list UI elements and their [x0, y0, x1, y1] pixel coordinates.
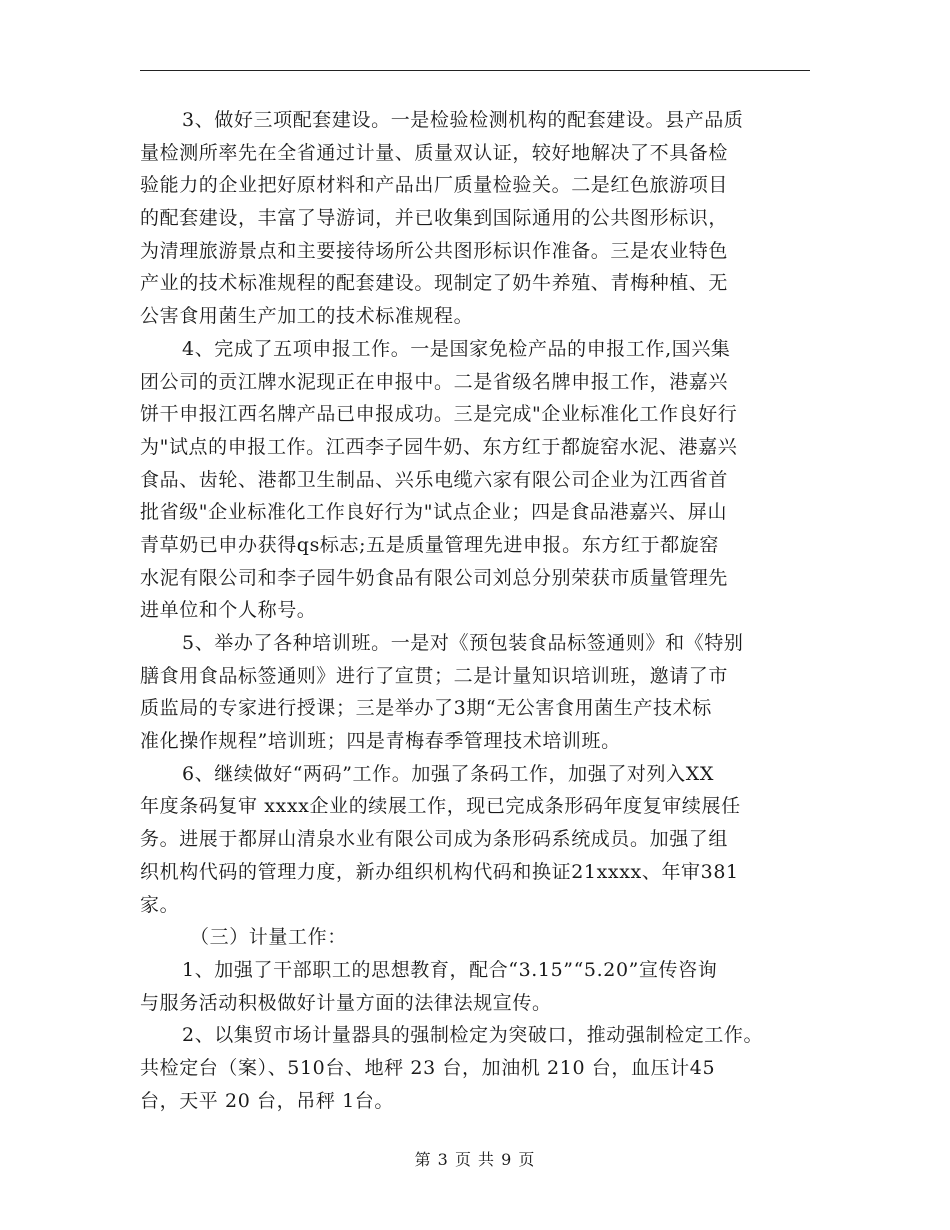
text-line: （三）计量工作：	[190, 926, 347, 949]
paragraph-item-6	[140, 758, 815, 921]
text-line: 食品、齿轮、港都卫生制品、兴乐电缆六家有限公司企业为江西省首	[140, 468, 729, 491]
text-line: 为清理旅游景点和主要接待场所公共图形标识作准备。三是农业特色	[140, 239, 729, 262]
text-line: 3、做好三项配套建设。一是检验检测机构的配套建设。县产品质	[182, 109, 744, 131]
text-line: 家。	[140, 893, 180, 916]
paragraph-metrology-1	[140, 954, 815, 1019]
text-line: 与服务活动积极做好计量方面的法律法规宣传。	[140, 991, 552, 1014]
text-line: 膳食用食品标签通则》进行了宣贯；二是计量知识培训班，邀请了市	[140, 664, 729, 687]
text-line: 青草奶已申办获得qs标志;五是质量管理先进申报。东方红于都旋窑	[140, 533, 719, 556]
text-line: 织机构代码的管理力度，新办组织机构代码和换证21xxxx、年审381	[140, 860, 739, 883]
paragraph-section-3	[140, 921, 815, 954]
text-line: 饼干申报江西名牌产品已申报成功。三是完成"企业标准化工作良好行	[140, 403, 738, 426]
text-line: 量检测所率先在全省通过计量、质量双认证，较好地解决了不具备检	[140, 141, 729, 164]
text-line: 团公司的贡江牌水泥现正在申报中。二是省级名牌申报工作，港嘉兴	[140, 370, 729, 393]
text-line: 1、加强了干部职工的思想教育，配合“3.15”“5.20”宣传咨询	[182, 958, 718, 981]
text-line: 6、继续做好“两码”工作。加强了条码工作，加强了对列入XX	[182, 762, 714, 785]
text-line: 台，天平 20 台，吊秤 1台。	[140, 1089, 394, 1112]
text-line: 进单位和个人称号。	[140, 599, 317, 622]
text-line: 质监局的专家进行授课；三是举办了3期“无公害食用菌生产技术标	[140, 697, 712, 720]
text-line: 年度条码复审 xxxx企业的续展工作，现已完成条形码年度复审续展任	[140, 795, 741, 818]
text-line: 为"试点的申报工作。江西李子园牛奶、东方红于都旋窑水泥、港嘉兴	[140, 435, 738, 458]
page-footer: 第 3 页 共 9 页	[414, 1150, 536, 1169]
text-line: 4、完成了五项申报工作。一是国家免检产品的申报工作,国兴集	[182, 337, 731, 360]
text-line: 验能力的企业把好原材料和产品出厂质量检验关。二是红色旅游项目	[140, 174, 729, 197]
paragraph-item-5	[140, 627, 815, 758]
paragraph-item-3	[140, 104, 815, 333]
text-line: 5、举办了各种培训班。一是对《预包装食品标签通则》和《特别	[182, 632, 744, 654]
text-line: 公害食用菌生产加工的技术标准规程。	[140, 305, 474, 328]
paragraph-item-4	[140, 333, 815, 627]
text-line: 准化操作规程”培训班；四是青梅春季管理技术培训班。	[140, 730, 621, 753]
header-rule	[140, 70, 810, 71]
document-body	[140, 104, 815, 1117]
text-line: 的配套建设，丰富了导游词，并已收集到国际通用的公共图形标识，	[140, 207, 729, 230]
text-line: 批省级"企业标准化工作良好行为"试点企业；四是食品港嘉兴、屏山	[140, 501, 728, 524]
text-line: 产业的技术标准规程的配套建设。现制定了奶牛养殖、青梅种植、无	[140, 272, 729, 295]
text-line: 水泥有限公司和李子园牛奶食品有限公司刘总分别荣获市质量管理先	[140, 566, 729, 589]
text-line: 共检定台（案）、510台、地秤 23 台，加油机 210 台，血压计45	[140, 1056, 716, 1079]
text-line: 2、以集贸市场计量器具的强制检定为突破口，推动强制检定工作。	[182, 1024, 764, 1047]
paragraph-metrology-2	[140, 1019, 815, 1117]
text-line: 务。进展于都屏山清泉水业有限公司成为条形码系统成员。加强了组	[140, 828, 729, 851]
